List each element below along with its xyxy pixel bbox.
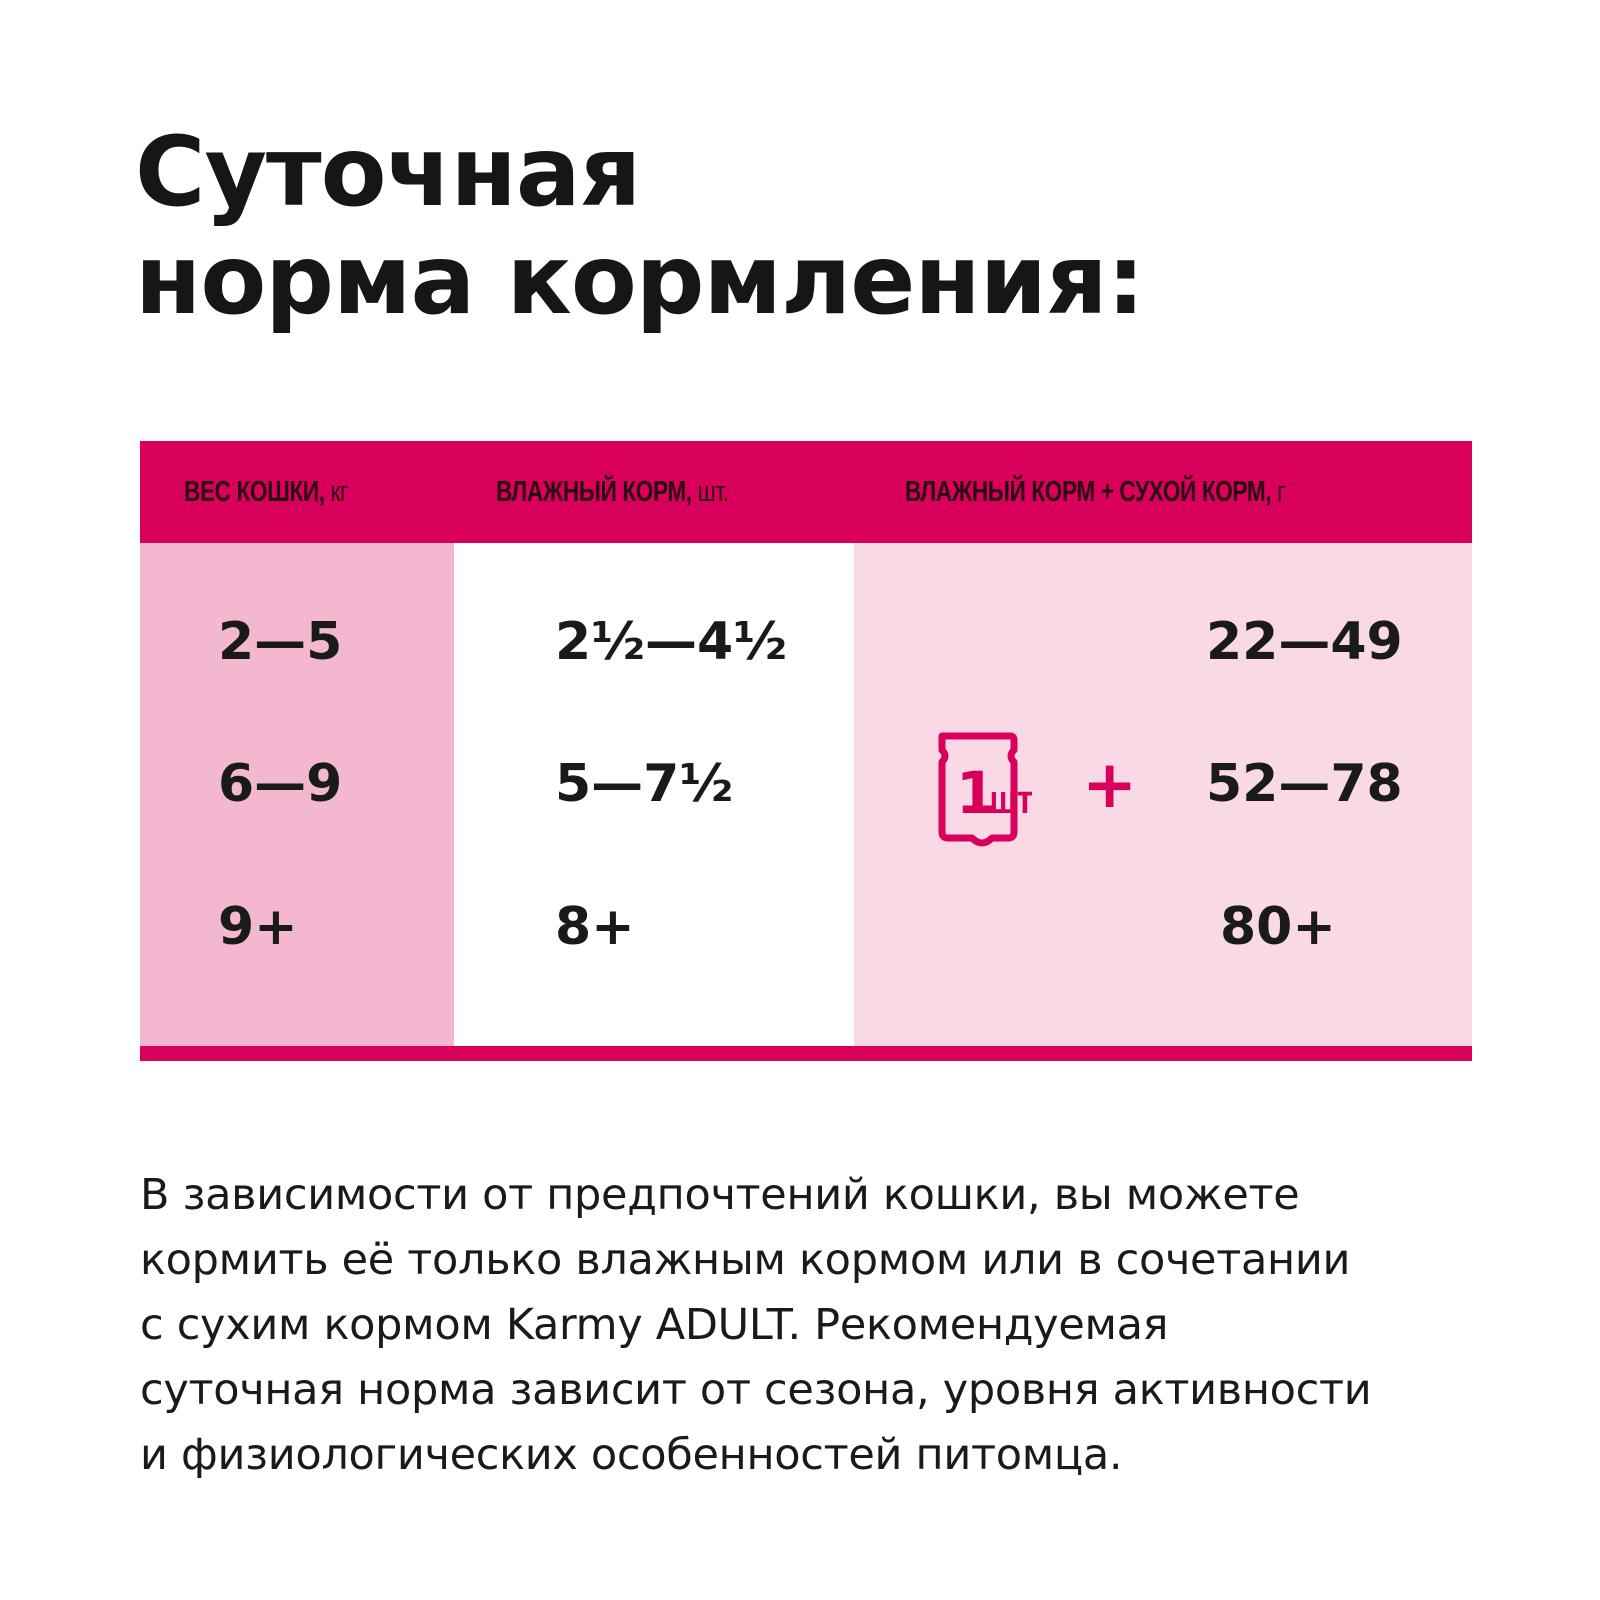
title-line-2: норма кормления: bbox=[135, 224, 1145, 336]
description-line-3: с сухим кормом Karmy ADULT. Рекомендуемая bbox=[140, 1300, 1169, 1350]
description-line-2: кормить её только влажным кормом или в сочетании bbox=[140, 1235, 1351, 1285]
row-1-wet-food: 2½—4½ bbox=[555, 612, 788, 672]
header-wet-food-unit: шт. bbox=[691, 476, 729, 508]
description-line-1: В зависимости от предпочтений кошки, вы можете bbox=[140, 1170, 1300, 1220]
table-bottom-border bbox=[140, 1046, 1472, 1061]
row-3-weight: 9+ bbox=[218, 897, 298, 957]
row-2-weight: 6—9 bbox=[218, 754, 343, 814]
header-weight-unit: кг bbox=[324, 476, 348, 508]
page-title bbox=[135, 118, 1144, 334]
pouch-number: 1 bbox=[956, 759, 997, 827]
header-combo-food-label: ВЛАЖНЫЙ КОРМ + СУХОЙ КОРМ, bbox=[905, 476, 1272, 508]
header-wet-food bbox=[496, 441, 729, 543]
header-weight-label: ВЕС КОШКИ, bbox=[184, 476, 325, 508]
row-2-wet-food: 5—7½ bbox=[555, 754, 734, 814]
description bbox=[140, 1163, 1500, 1488]
header-wet-food-label: ВЛАЖНЫЙ КОРМ, bbox=[496, 476, 692, 508]
table-header bbox=[140, 441, 1472, 543]
row-1-weight: 2—5 bbox=[218, 612, 343, 672]
plus-sign: + bbox=[1082, 746, 1138, 823]
description-line-4: суточная норма зависит от сезона, уровня активности bbox=[140, 1365, 1372, 1415]
header-weight bbox=[184, 441, 348, 543]
title-line-1: Суточная bbox=[135, 116, 641, 228]
row-3-wet-food: 8+ bbox=[555, 897, 635, 957]
row-1-combo-food: 22—49 bbox=[1206, 612, 1403, 672]
pouch-icon bbox=[928, 728, 1038, 858]
pouch-unit: шт bbox=[989, 776, 1033, 822]
header-combo-food bbox=[905, 441, 1285, 543]
header-combo-food-unit: г bbox=[1271, 476, 1285, 508]
row-3-combo-food: 80+ bbox=[1220, 897, 1336, 957]
feeding-table bbox=[140, 441, 1472, 1061]
description-line-5: и физиологических особенностей питомца. bbox=[140, 1430, 1123, 1480]
row-2-combo-food: 52—78 bbox=[1206, 754, 1403, 814]
